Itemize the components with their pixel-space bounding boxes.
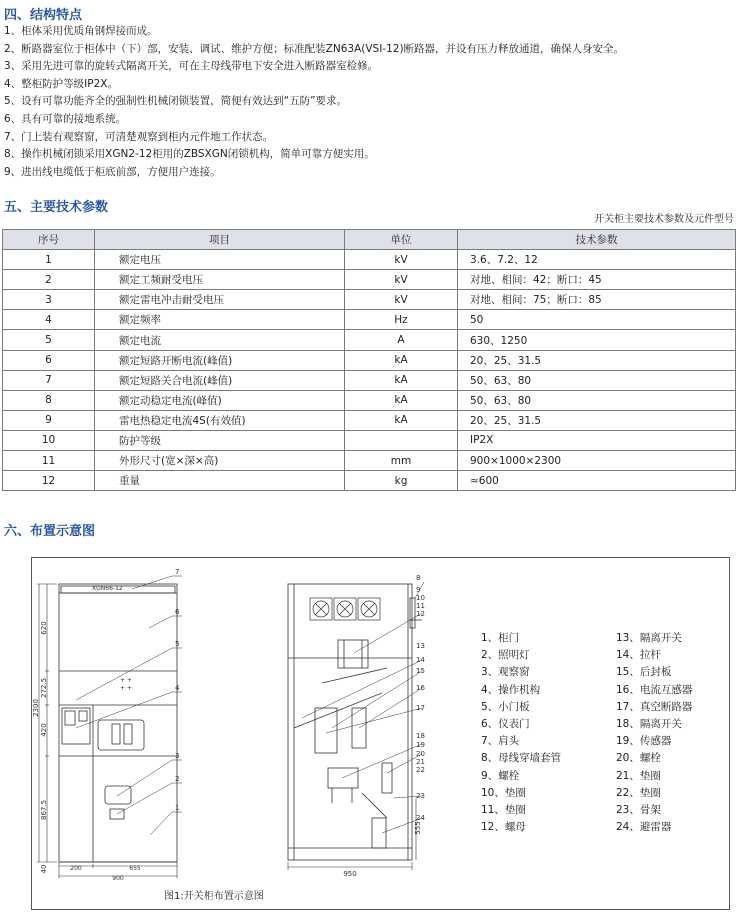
cell-no: 12 <box>3 471 95 491</box>
legend-item: 17、真空断路器 <box>616 700 693 713</box>
dim-side-height: 555 <box>414 821 422 835</box>
cell-unit: kA <box>345 410 458 430</box>
section-6-title: 六、布置示意图 <box>4 524 96 539</box>
cell-no: 1 <box>3 250 95 270</box>
legend-item: 14、拉杆 <box>616 649 661 662</box>
col-header-unit: 单位 <box>345 230 458 250</box>
cell-param: 20、25、31.5 <box>458 410 736 430</box>
callout-10: 10 <box>416 594 425 602</box>
cell-item: 额定工频耐受电压 <box>95 270 345 290</box>
callout-4: 4 <box>175 684 180 692</box>
legend-item: 9、螺栓 <box>481 769 520 782</box>
front-dimension-labels <box>32 621 141 882</box>
front-dimension-lines <box>37 584 180 878</box>
table-row <box>3 390 736 410</box>
callout-24: 24 <box>416 814 425 822</box>
legend-item: 6、仪表门 <box>481 718 530 731</box>
legend-item: 12、螺母 <box>481 821 526 834</box>
table-row <box>3 250 736 270</box>
callout-13: 13 <box>416 642 425 650</box>
operating-mechanism <box>65 711 75 725</box>
svg-text:+ +: + + <box>120 677 132 684</box>
callout-2: 2 <box>175 775 180 783</box>
callout-12: 12 <box>416 610 425 618</box>
side-dimension-labels <box>343 821 422 878</box>
dim-left-width: 200 <box>70 865 82 872</box>
dim-base: 40 <box>40 864 48 874</box>
legend-item: 4、操作机构 <box>481 683 541 696</box>
feature-item: 4、整柜防护等级IP2X。 <box>4 77 118 90</box>
table-row <box>3 430 736 450</box>
cell-unit: Hz <box>345 310 458 330</box>
table-row <box>3 350 736 370</box>
cell-param: 900×1000×2300 <box>458 451 736 471</box>
cell-item: 额定雷电冲击耐受电压 <box>95 290 345 310</box>
spec-table <box>2 229 736 491</box>
table-row <box>3 310 736 330</box>
legend-item: 24、避雷器 <box>616 821 672 834</box>
cell-unit: mm <box>345 451 458 471</box>
cell-item: 额定电压 <box>95 250 345 270</box>
table-caption: 开关柜主要技术参数及元件型号 <box>594 214 734 225</box>
legend-item: 1、柜门 <box>481 632 520 644</box>
feature-list <box>4 23 736 181</box>
callout-23: 23 <box>416 792 425 800</box>
cell-no: 11 <box>3 451 95 471</box>
cell-no: 3 <box>3 290 95 310</box>
cell-param: 50、63、80 <box>458 370 736 390</box>
cell-no: 5 <box>3 330 95 350</box>
layout-figure <box>31 557 730 910</box>
feature-item: 5、设有可靠功能齐全的强制性机械闭锁装置，简便有效达到“五防”要求。 <box>4 95 348 108</box>
callout-3: 3 <box>175 752 180 760</box>
callout-16: 16 <box>416 684 425 692</box>
wall-bushing <box>410 598 415 628</box>
cell-unit: A <box>345 330 458 350</box>
callout-8: 8 <box>416 574 421 582</box>
cell-no: 9 <box>3 410 95 430</box>
svg-text:+ +: + + <box>120 685 132 692</box>
table-row <box>3 330 736 350</box>
cell-param: 3.6、7.2、12 <box>458 250 736 270</box>
cell-item: 额定短路开断电流(峰值) <box>95 350 345 370</box>
col-header-item: 项目 <box>95 230 345 250</box>
callout-20: 20 <box>416 750 425 758</box>
figure-caption: 图1:开关柜布置示意图 <box>164 891 264 902</box>
upper-disconnector <box>338 640 368 668</box>
cell-item: 额定短路关合电流(峰值) <box>95 370 345 390</box>
legend-item: 5、小门板 <box>481 700 530 713</box>
cell-param: 50 <box>458 310 736 330</box>
dim-middle: 420 <box>40 723 48 737</box>
cell-no: 8 <box>3 390 95 410</box>
cell-param: 50、63、80 <box>458 390 736 410</box>
callout-22: 22 <box>416 766 425 774</box>
table-row <box>3 471 736 491</box>
table-row <box>3 451 736 471</box>
table-row <box>3 410 736 430</box>
legend-item: 20、螺栓 <box>616 752 661 765</box>
front-callout-leaders <box>76 576 182 835</box>
cell-item: 防护等级 <box>95 430 345 450</box>
front-view <box>59 584 180 862</box>
vacuum-breaker <box>315 708 337 753</box>
cell-param: IP2X <box>458 430 736 450</box>
legend-item: 8、母线穿墙套管 <box>481 752 562 765</box>
legend-item: 10、垫圈 <box>481 786 526 799</box>
legend-item: 16、电流互感器 <box>616 683 693 696</box>
dim-top: 620 <box>40 621 48 635</box>
cell-no: 10 <box>3 430 95 450</box>
cell-unit: kg <box>345 471 458 491</box>
callout-7: 7 <box>175 568 180 576</box>
dim-lower: 867.5 <box>40 799 48 821</box>
cabinet-model-label: XGN66-12 <box>92 585 123 592</box>
front-dots <box>120 677 132 692</box>
callout-17: 17 <box>416 704 425 712</box>
feature-item: 1、柜体采用优质角钢焊接而成。 <box>4 25 158 37</box>
cell-param: 20、25、31.5 <box>458 350 736 370</box>
callout-5: 5 <box>175 640 180 648</box>
section-4-title: 四、结构特点 <box>4 8 83 23</box>
legend-item: 11、垫圈 <box>481 804 526 817</box>
cell-item: 额定动稳定电流(峰值) <box>95 390 345 410</box>
dim-right-width: 655 <box>129 865 141 872</box>
legend-item: 22、垫圈 <box>616 786 661 799</box>
feature-item: 2、断路器室位于柜体中（下）部，安装、调试、维护方便；标准配装ZN63A(VSI-12)断路器，并设有压力释放通道，确保人身安全。 <box>4 42 625 55</box>
feature-item: 6、具有可靠的接地系统。 <box>4 112 127 125</box>
sensor <box>382 763 392 793</box>
cell-unit: kA <box>345 350 458 370</box>
callout-19: 19 <box>416 741 425 749</box>
cell-param: ≈600 <box>458 471 736 491</box>
feature-item: 8、操作机械闭锁采用XGN2-12柜用的ZBSXGN闭锁机构，简单可靠方便实用。 <box>4 148 375 161</box>
dim-upper-mid: 272.5 <box>40 677 48 699</box>
table-header-row <box>3 230 736 250</box>
cell-item: 雷电热稳定电流4S(有效值) <box>95 410 345 430</box>
cell-no: 7 <box>3 370 95 390</box>
legend-item: 7、肩头 <box>481 735 520 748</box>
cell-item: 额定频率 <box>95 310 345 330</box>
dim-total-width: 900 <box>112 875 124 882</box>
small-door-panel <box>62 708 90 744</box>
callout-9: 9 <box>416 586 421 594</box>
busbar-fans <box>310 598 380 620</box>
side-frame <box>288 584 412 860</box>
legend-item: 19、传感器 <box>616 735 672 748</box>
table-row <box>3 370 736 390</box>
lightning-arrester <box>372 818 386 848</box>
col-header-no: 序号 <box>3 230 95 250</box>
dim-side-width: 950 <box>343 870 357 878</box>
col-header-param: 技术参数 <box>458 230 736 250</box>
legend-item: 18、隔离开关 <box>616 718 682 731</box>
cell-no: 6 <box>3 350 95 370</box>
legend-left <box>481 630 561 836</box>
cell-param: 对地、相间：75；断口：85 <box>458 290 736 310</box>
observation-window-lower <box>105 786 131 804</box>
observation-window-upper <box>98 720 144 750</box>
callout-18: 18 <box>416 732 425 740</box>
callout-1: 1 <box>175 804 180 812</box>
cell-unit: kA <box>345 370 458 390</box>
cell-no: 4 <box>3 310 95 330</box>
callout-11: 11 <box>416 602 425 610</box>
side-callout-numbers <box>416 574 425 822</box>
lighting-lamp <box>110 809 124 819</box>
cell-param: 对地、相间：42；断口：45 <box>458 270 736 290</box>
legend-right <box>616 630 692 836</box>
dim-total-height: 2300 <box>32 699 40 717</box>
pull-rod <box>294 693 382 728</box>
legend-item: 13、隔离开关 <box>616 632 682 644</box>
front-frame <box>59 584 180 862</box>
callout-6: 6 <box>175 608 180 616</box>
feature-item: 9、进出线电缆低于柜底前部，方便用户连接。 <box>4 165 221 178</box>
table-row <box>3 270 736 290</box>
legend-item: 23、骨架 <box>616 804 661 817</box>
cell-item: 外形尺寸(宽×深×高) <box>95 451 345 471</box>
legend-item: 15、后封板 <box>616 666 672 679</box>
lower-disconnector <box>328 768 358 788</box>
cell-unit <box>345 430 458 450</box>
callout-15: 15 <box>416 667 425 675</box>
feature-item: 7、门上装有观察窗，可清楚观察到柜内元件地工作状态。 <box>4 130 274 143</box>
legend-item: 21、垫圈 <box>616 769 661 782</box>
table-row <box>3 290 736 310</box>
side-internal-components <box>294 640 392 848</box>
feature-item: 3、采用先进可靠的旋转式隔离开关，可在主母线带电下安全进入断路器室检修。 <box>4 60 379 73</box>
cell-param: 630、1250 <box>458 330 736 350</box>
cell-item: 重量 <box>95 471 345 491</box>
cell-unit: kV <box>345 270 458 290</box>
cell-unit: kA <box>345 390 458 410</box>
front-callout-numbers <box>175 568 180 812</box>
legend-item: 2、照明灯 <box>481 649 530 662</box>
legend-item: 3、观察窗 <box>481 666 530 679</box>
section-5-title: 五、主要技术参数 <box>4 200 109 215</box>
cell-no: 2 <box>3 270 95 290</box>
side-dimension-lines <box>288 798 416 870</box>
callout-21: 21 <box>416 758 425 766</box>
cell-item: 额定电流 <box>95 330 345 350</box>
cell-unit: kV <box>345 250 458 270</box>
cell-unit: kV <box>345 290 458 310</box>
callout-14: 14 <box>416 656 425 664</box>
